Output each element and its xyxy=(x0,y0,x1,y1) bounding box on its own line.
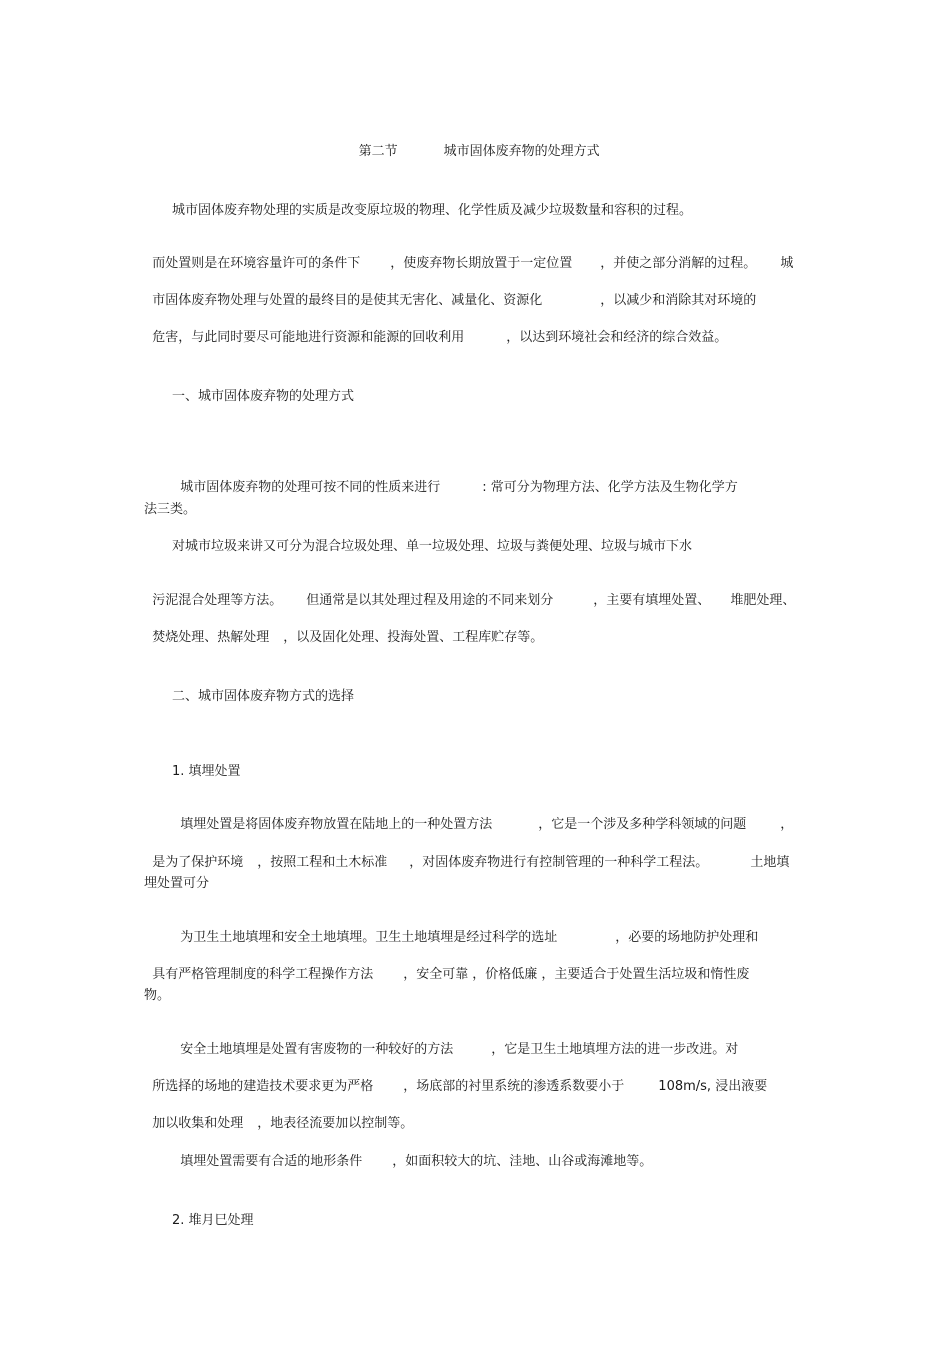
intro-text: 而处置则是在环境容量许可的条件下 xyxy=(152,256,361,271)
paragraph-text: ，场底部的衬里系统的渗透系数要小于 xyxy=(403,1079,625,1094)
paragraph-text: ，如面积较大的坑、洼地、山谷或海滩地等。 xyxy=(392,1154,653,1169)
page-title xyxy=(0,128,950,160)
paragraph-text: 污泥混合处理等方法。 xyxy=(152,593,283,608)
section-heading-2: 二、城市固体废弃物方式的选择 xyxy=(172,689,355,704)
section1-para1-line1 xyxy=(172,464,738,496)
intro-text: ，使废弃物长期放置于一定位置 xyxy=(390,256,573,271)
paragraph-text: ，价格低廉 xyxy=(472,967,538,982)
paragraph-text: 填埋处置需要有合适的地形条件 xyxy=(180,1154,363,1169)
intro-text: 市固体废弃物处理与处置的最终目的是使其无害化、减量化、资源化 xyxy=(152,293,543,308)
intro-line-3 xyxy=(144,277,756,309)
landfill-para3-line1 xyxy=(172,1026,738,1058)
landfill-para2-line2 xyxy=(144,951,749,983)
subsection-heading-2: 2. 堆月巳处理 xyxy=(172,1213,254,1228)
landfill-para3-line2 xyxy=(144,1063,767,1095)
title-text: 城市固体废弃物的处理方式 xyxy=(443,144,600,159)
paragraph-text: 安全土地填埋是处置有害废物的一种较好的方法 xyxy=(180,1042,454,1057)
landfill-para1-line2 xyxy=(144,839,789,871)
paragraph-text: : 常可分为物理方法、化学方法及生物化学方 xyxy=(482,480,738,495)
paragraph-text: ，对固体废弃物进行有控制管理的一种科学工程法。 xyxy=(409,855,709,870)
section-heading-1: 一、城市固体废弃物的处理方式 xyxy=(172,389,355,404)
paragraph-text: ，以及固化处理、投海处置、工程库贮存等。 xyxy=(283,630,544,645)
section1-para2-line1: 对城市垃圾来讲又可分为混合垃圾处理、单一垃圾处理、垃圾与粪便处理、垃圾与城市下水 xyxy=(172,539,693,554)
paragraph-text: 填埋处置是将固体废弃物放置在陆地上的一种处置方法 xyxy=(180,817,493,832)
landfill-para2-line3: 物。 xyxy=(144,988,171,1003)
section1-para2-line3 xyxy=(144,614,543,646)
paragraph-text: 加以收集和处理 xyxy=(152,1116,244,1131)
intro-text: ，以达到环境社会和经济的综合效益。 xyxy=(506,330,728,345)
landfill-para1-line3: 埋处置可分 xyxy=(144,876,210,891)
paragraph-text: ， xyxy=(780,817,794,832)
landfill-para1-line1 xyxy=(172,801,793,833)
landfill-para3-line3 xyxy=(144,1100,413,1132)
paragraph-text: 是为了保护环境 xyxy=(152,855,244,870)
paragraph-text: ，必要的场地防护处理和 xyxy=(615,930,759,945)
paragraph-text: 焚烧处理、热解处理 xyxy=(152,630,270,645)
paragraph-text: ，按照工程和土木标准 xyxy=(257,855,388,870)
intro-text: 城 xyxy=(780,256,794,271)
paragraph-text: 所选择的场地的建造技术要求更为严格 xyxy=(152,1079,374,1094)
intro-line-1: 城市固体废弃物处理的实质是改变原垃圾的物理、化学性质及减少垃圾数量和容积的过程。 xyxy=(172,203,693,218)
paragraph-text: 土地填 xyxy=(750,855,790,870)
landfill-para4-line1 xyxy=(172,1138,652,1170)
section1-para1-line2: 法三类。 xyxy=(144,502,197,517)
paragraph-text: ，它是卫生土地填埋方法的进一步改进。对 xyxy=(491,1042,739,1057)
intro-text: ，并使之部分消解的过程。 xyxy=(600,256,757,271)
landfill-para2-line1 xyxy=(172,914,758,946)
intro-line-4 xyxy=(144,314,727,346)
paragraph-text: 但通常是以其处理过程及用途的不同来划分 xyxy=(306,593,554,608)
paragraph-text: 堆肥处理、 xyxy=(730,593,796,608)
paragraph-text: 城市固体废弃物的处理可按不同的性质来进行 xyxy=(180,480,441,495)
paragraph-text: ，它是一个涉及多种学科领域的问题 xyxy=(538,817,747,832)
paragraph-text: ，主要适合于处置生活垃圾和惰性废 xyxy=(541,967,750,982)
paragraph-text: 具有严格管理制度的科学工程操作方法 xyxy=(152,967,374,982)
paragraph-text: 为卫生土地填埋和安全土地填埋。卫生土地填埋是经过科学的选址 xyxy=(180,930,558,945)
paragraph-text: ，安全可靠 xyxy=(403,967,469,982)
paragraph-text: 108m/s, 浸出液要 xyxy=(658,1079,768,1094)
paragraph-text: ，主要有填埋处置、 xyxy=(593,593,711,608)
subsection-heading-1: 1. 填埋处置 xyxy=(172,764,241,779)
title-section-number: 第二节 xyxy=(358,144,398,159)
intro-text: ，以减少和消除其对环境的 xyxy=(600,293,757,308)
section1-para2-line2 xyxy=(144,577,795,609)
paragraph-text: ，地表径流要加以控制等。 xyxy=(257,1116,414,1131)
intro-text: 危害，与此同时要尽可能地进行资源和能源的回收利用 xyxy=(152,330,465,345)
intro-line-2 xyxy=(144,240,793,272)
